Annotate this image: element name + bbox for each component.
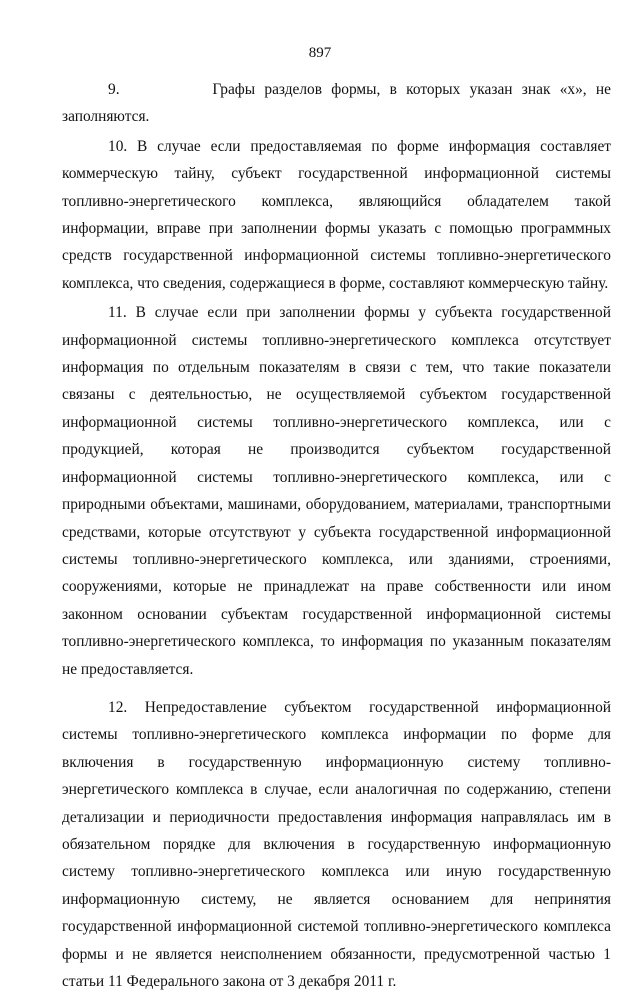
paragraph-12: 12. Непредоставление субъектом государственной информационной системы топливно-энергетического комплекса информации по форме для включения в государственную информационную систему топливно-энергетического комплекса в случае, если аналогичная по содержанию, степени детализации и периодичности предоставления информация направлялась им в обязательном порядке для включения в государственную информационную систему топливно-энергетического комплекса или иную государственную информационную систему, не является основанием для непринятия государственной информационной системой топливно-энергетического комплекса формы и не является неисполнением обязанности, предусмотренной частью 1 статьи 11 Федерального закона от 3 декабря 2011 г. [62, 698, 611, 990]
document-body [62, 76, 611, 995]
paragraph-11: 11. В случае если при заполнении формы у субъекта государственной информационной системы топливно-энергетического комплекса отсутствует информация по отдельным показателям в связи с тем, что такие показатели связаны с деятельностью, не осуществляемой субъектом государственной информационной системы топливно-энергетического комплекса, или с продукцией, которая не производится субъектом государственной информационной системы топливно-энергетического комплекса, или с природными объектами, машинами, оборудованием, материалами, транспортными средствами, которые отсутствуют у субъекта государственной информационной системы топливно-энергетического комплекса, или зданиями, строениями, сооружениями, которые не принадлежат на праве собственности или ином законном основании субъектам государственной информационной системы топливно-энергетического комплекса, то информация по указанным показателям не предоставляется. [62, 304, 611, 678]
paragraph-10: 10. В случае если предоставляемая по форме информация составляет коммерческую тайну, субъект государственной информационной системы топливно-энергетического комплекса, являющийся обладателем такой информации, вправе при заполнении формы указать с помощью программных средств государственной информационной системы топливно-энергетического комплекса, что сведения, содержащиеся в форме, составляют коммерческую тайну. [62, 137, 611, 292]
paragraph-9: 9. Графы разделов формы, в которых указан знак «x», не заполняются. [62, 81, 611, 126]
page-number: 897 [308, 45, 332, 61]
